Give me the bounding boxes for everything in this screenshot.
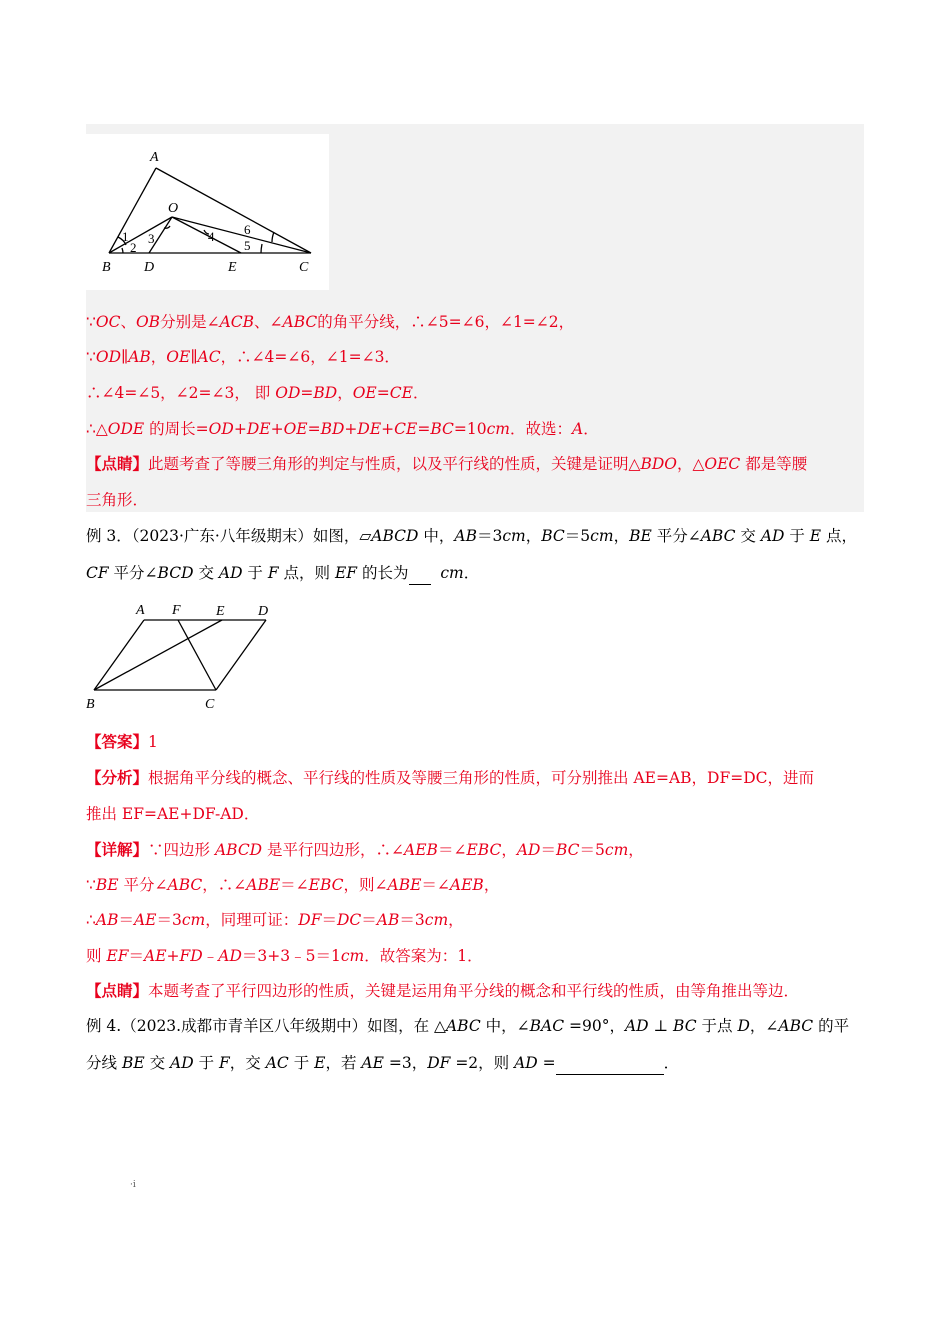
example-4-line-1: 例 4.（2023.成都市青羊区八年级期中）如图，在 △ABC 中，∠BAC =90°，AD ⊥ BC 于点 D，∠ABC 的平 [86, 1017, 850, 1035]
solution-line-3: ∴∠4=∠5，∠2=∠3， 即 OD=BD，OE=CE． [86, 384, 429, 402]
angle-5: 5 [244, 238, 251, 253]
angle-1: 1 [122, 229, 129, 244]
answer-blank [556, 1052, 664, 1075]
detail-line-4: 则 EF＝AE+FD﹣AD＝3+3﹣5＝1cm．故答案为：1． [86, 947, 483, 965]
footer-mark: ·i [130, 1180, 136, 1190]
detail-line-2: ∵BE 平分∠ABC，∴∠ABE＝∠EBC，则∠ABE＝∠AEB， [86, 876, 500, 894]
example-3-line-2: CF 平分∠BCD 交 AD 于 F 点，则 EF 的长为 cm． [86, 562, 479, 585]
label-B: B [86, 697, 95, 712]
solution-remark-line-2: 三角形． [86, 491, 149, 509]
angle-6: 6 [244, 222, 251, 237]
label-O: O [168, 201, 179, 216]
triangle-figure [86, 134, 329, 290]
label-B: B [102, 260, 111, 275]
label-E: E [228, 260, 237, 275]
answer-blank [409, 562, 431, 585]
angle-3: 3 [148, 231, 155, 246]
angle-2: 2 [130, 240, 137, 255]
label-C: C [299, 260, 309, 275]
label-F: F [172, 603, 181, 618]
detail-line-3: ∴AB＝AE＝3cm，同理可证：DF＝DC＝AB＝3cm， [86, 911, 464, 929]
label-A: A [136, 603, 145, 618]
analysis-line-2: 推出 EF=AE+DF-AD． [86, 805, 260, 823]
answer-line: 【答案】1 [86, 732, 158, 751]
analysis-line-1: 【分析】根据角平分线的概念、平行线的性质及等腰三角形的性质，可分别推出 AE=AB，DF=DC，进而 [86, 768, 814, 787]
label-C: C [205, 697, 215, 712]
remark-line: 【点睛】本题考查了平行四边形的性质，关键是运用角平分线的概念和平行线的性质，由等角推出等边． [86, 981, 800, 1000]
angle-4: 4 [208, 229, 215, 244]
label-D: D [144, 260, 155, 275]
solution-line-4: ∴△ODE 的周长=OD+DE+OE=BD+DE+CE=BC=10cm．故选：A． [86, 420, 599, 438]
detail-line-1: 【详解】∵四边形 ABCD 是平行四边形，∴∠AEB＝∠EBC，AD＝BC＝5cm， [86, 840, 644, 859]
example-3-line-1: 例 3．（2023·广东·八年级期末）如图，▱ABCD 中，AB＝3cm，BC＝5cm，BE 平分∠ABC 交 AD 于 E 点， [86, 527, 858, 545]
solution-line-1: ∵OC、OB分别是∠ACB、∠ABC的角平分线，∴∠5=∠6，∠1=∠2， [86, 313, 575, 331]
parallelogram-figure [84, 598, 274, 714]
solution-line-2: ∵OD∥AB，OE∥AC，∴∠4=∠6，∠1=∠3． [86, 348, 400, 366]
label-D: D [258, 604, 269, 619]
label-A: A [150, 150, 159, 165]
example-4-line-2: 分线 BE 交 AD 于 F，交 AC 于 E，若 AE =3，DF =2，则 AD = ． [86, 1052, 679, 1075]
solution-remark-line-1: 【点睛】此题考查了等腰三角形的判定与性质，以及平行线的性质，关键是证明△BDO，△OEC 都是等腰 [86, 454, 808, 473]
label-E: E [216, 604, 225, 619]
